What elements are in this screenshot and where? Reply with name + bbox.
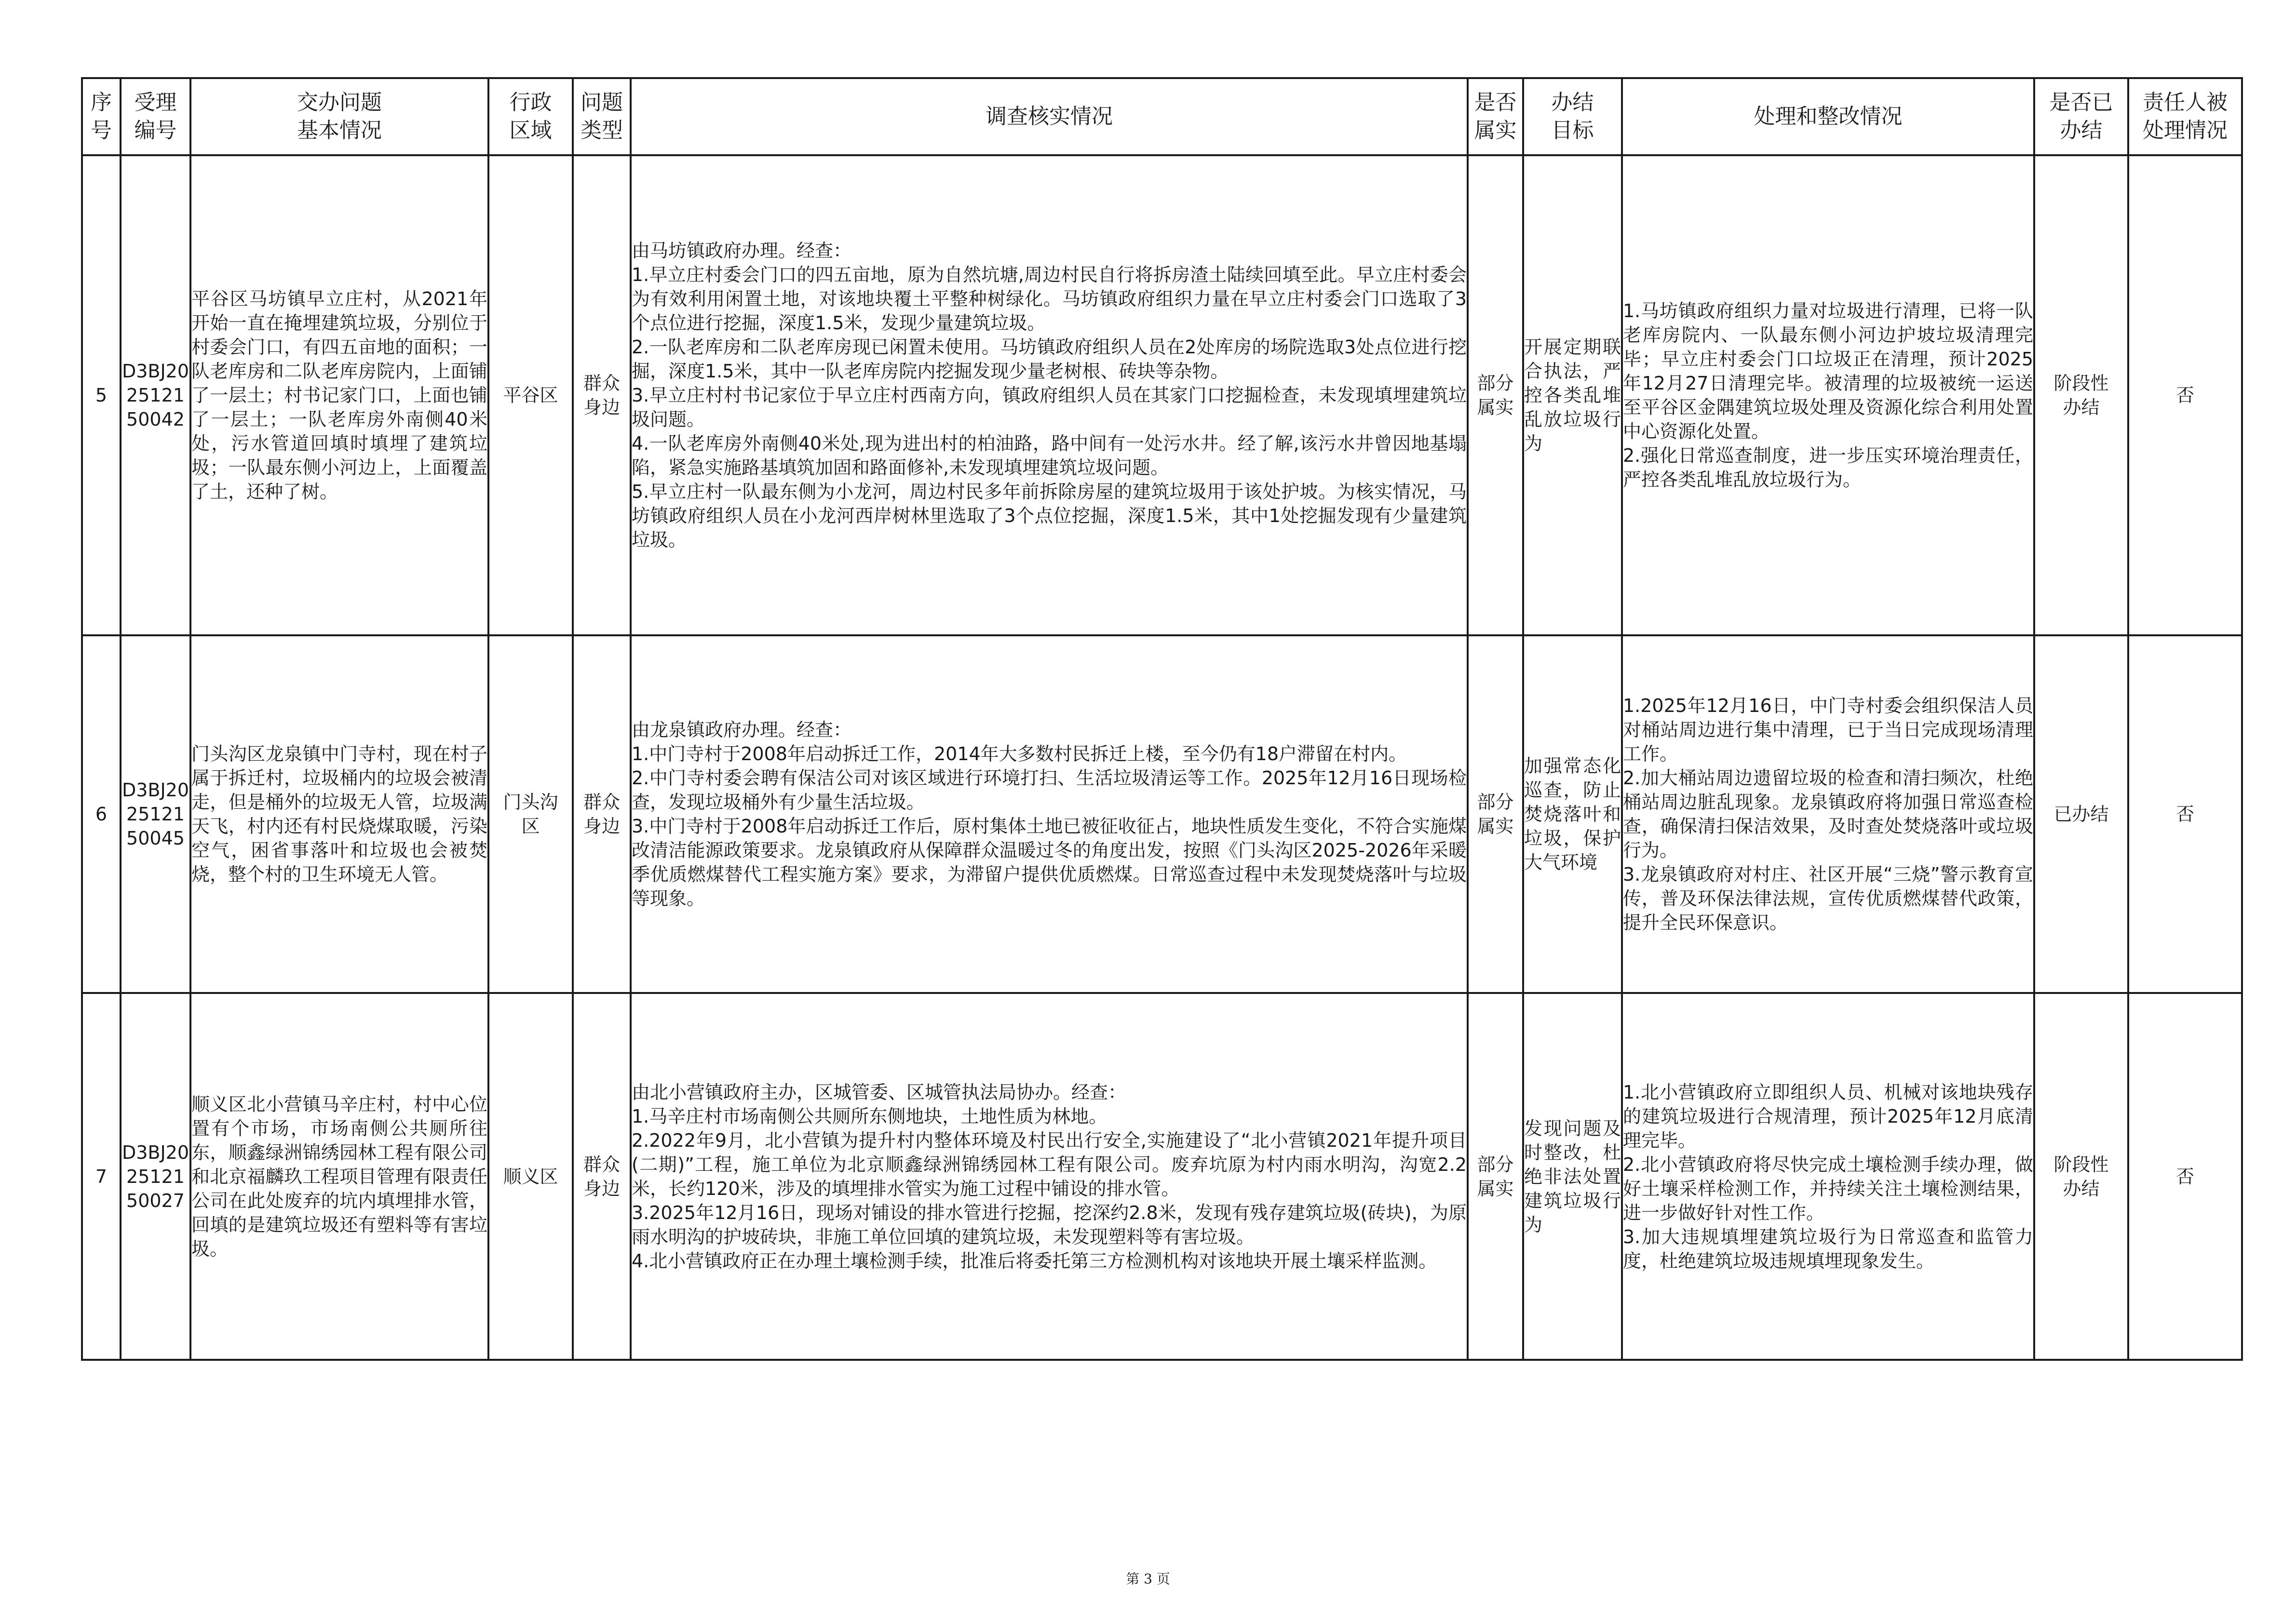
cell-type: 群众 身边 [573,155,631,635]
header-district: 行政 区域 [488,78,573,155]
cell-is-true: 部分 属实 [1468,993,1523,1360]
cell-accept-no: D3BJ202512150042 [121,155,190,635]
cell-district: 门头沟 区 [488,635,573,993]
cell-seq: 5 [82,155,121,635]
cell-district: 顺义区 [488,993,573,1360]
cell-goal: 发现问题及时整改，杜绝非法处置建筑垃圾行为 [1523,993,1622,1360]
table-header-row [82,78,2242,155]
cell-investigation: 由北小营镇政府主办，区城管委、区城管执法局协办。经查： 1.马辛庄村市场南侧公共厕所东侧地块，土地性质为林地。 2.2022年9月，北小营镇为提升村内整体环境及村民出行安全,实施建设了“北小营镇2021年提升项目(二期)”工程，施工单位为北京顺鑫绿洲锦绣园林工程有限公司。废弃坑原为村内雨水明沟，沟宽2.2米，长约120米，涉及的填埋排水管实为施工过程中铺设的排水管。 3.2025年12月16日，现场对铺设的排水管进行挖掘，挖深约2.8米，发现有残存建筑垃圾(砖块)，为原雨水明沟的护坡砖块，非施工单位回填的建筑垃圾，未发现塑料等有害垃圾。 4.北小营镇政府正在办理土壤检测手续，批准后将委托第三方检测机构对该地块开展土壤采样监测。 [631,993,1468,1360]
header-goal: 办结 目标 [1523,78,1622,155]
cell-seq: 6 [82,635,121,993]
cell-accept-no: D3BJ202512150027 [121,993,190,1360]
cell-accept-no: D3BJ202512150045 [121,635,190,993]
header-is-true: 是否 属实 [1468,78,1523,155]
cell-responsible: 否 [2128,993,2242,1360]
header-type: 问题 类型 [573,78,631,155]
cell-investigation: 由龙泉镇政府办理。经查： 1.中门寺村于2008年启动拆迁工作，2014年大多数村民拆迁上楼，至今仍有18户滞留在村内。 2.中门寺村委会聘有保洁公司对该区域进行环境打扫、生活垃圾清运等工作。2025年12月16日现场检查，发现垃圾桶外有少量生活垃圾。 3.中门寺村于2008年启动拆迁工作后，原村集体土地已被征收征占，地块性质发生变化，不符合实施煤改清洁能源政策要求。龙泉镇政府从保障群众温暖过冬的角度出发，按照《门头沟区2025-2026年采暖季优质燃煤替代工程实施方案》要求，为滞留户提供优质燃煤。日常巡查过程中未发现焚烧落叶与垃圾等现象。 [631,635,1468,993]
header-responsible: 责任人被 处理情况 [2128,78,2242,155]
table-row [82,993,2242,1360]
cell-is-true: 部分 属实 [1468,635,1523,993]
header-handling: 处理和整改情况 [1622,78,2034,155]
cell-investigation: 由马坊镇政府办理。经查： 1.早立庄村委会门口的四五亩地，原为自然坑塘,周边村民自行将拆房渣土陆续回填至此。早立庄村委会为有效利用闲置土地，对该地块覆土平整种树绿化。马坊镇政府组织力量在早立庄村委会门口选取了3个点位进行挖掘，深度1.5米，发现少量建筑垃圾。 2.一队老库房和二队老库房现已闲置未使用。马坊镇政府组织人员在2处库房的场院选取3处点位进行挖掘，深度1.5米，其中一队老库房院内挖掘发现少量老树根、砖块等杂物。 3.早立庄村村书记家位于早立庄村西南方向，镇政府组织人员在其家门口挖掘检查，未发现填埋建筑垃圾问题。 4.一队老库房外南侧40米处,现为进出村的柏油路，路中间有一处污水井。经了解,该污水井曾因地基塌陷，紧急实施路基填筑加固和路面修补,未发现填埋建筑垃圾问题。 5.早立庄村一队最东侧为小龙河，周边村民多年前拆除房屋的建筑垃圾用于该处护坡。为核实情况，马坊镇政府组织人员在小龙河西岸树林里选取了3个点位挖掘，深度1.5米，其中1处挖掘发现有少量建筑垃圾。 [631,155,1468,635]
cell-district: 平谷区 [488,155,573,635]
cell-responsible: 否 [2128,155,2242,635]
cell-type: 群众 身边 [573,635,631,993]
complaint-table [81,77,2243,1361]
header-accept-no: 受理 编号 [121,78,190,155]
cell-handling: 1.2025年12月16日，中门寺村委会组织保洁人员对桶站周边进行集中清理，已于当日完成现场清理工作。 2.加大桶站周边遗留垃圾的检查和清扫频次，杜绝桶站周边脏乱现象。龙泉镇政府将加强日常巡查检查，确保清扫保洁效果，及时查处焚烧落叶或垃圾行为。 3.龙泉镇政府对村庄、社区开展“三烧”警示教育宣传，普及环保法律法规，宣传优质燃煤替代政策，提升全民环保意识。 [1622,635,2034,993]
header-investigation: 调查核实情况 [631,78,1468,155]
cell-goal: 开展定期联合执法，严控各类乱堆乱放垃圾行为 [1523,155,1622,635]
cell-responsible: 否 [2128,635,2242,993]
cell-handling: 1.北小营镇政府立即组织人员、机械对该地块残存的建筑垃圾进行合规清理，预计2025年12月底清理完毕。 2.北小营镇政府将尽快完成土壤检测手续办理，做好土壤采样检测工作，并持续关注土壤检测结果，进一步做好针对性工作。 3.加大违规填埋建筑垃圾行为日常巡查和监管力度，杜绝建筑垃圾违规填埋现象发生。 [1622,993,2034,1360]
cell-problem: 平谷区马坊镇早立庄村，从2021年开始一直在掩埋建筑垃圾，分别位于村委会门口，有四五亩地的面积；一队老库房和二队老库房院内，上面铺了一层土；村书记家门口，上面也铺了一层土；一队老库房外南侧40米处，污水管道回填时填埋了建筑垃圾；一队最东侧小河边上，上面覆盖了土，还种了树。 [190,155,488,635]
cell-handling: 1.马坊镇政府组织力量对垃圾进行清理，已将一队老库房院内、一队最东侧小河边护坡垃圾清理完毕；早立庄村委会门口垃圾正在清理，预计2025年12月27日清理完毕。被清理的垃圾被统一运送至平谷区金隅建筑垃圾处理及资源化综合利用处置中心资源化处置。 2.强化日常巡查制度，进一步压实环境治理责任，严控各类乱堆乱放垃圾行为。 [1622,155,2034,635]
header-is-done: 是否已 办结 [2034,78,2128,155]
cell-type: 群众 身边 [573,993,631,1360]
page-number: 第 3 页 [1126,1571,1170,1587]
cell-is-done: 已办结 [2034,635,2128,993]
cell-problem: 顺义区北小营镇马辛庄村，村中心位置有个市场，市场南侧公共厕所往东，顺鑫绿洲锦绣园林工程有限公司和北京福麟玖工程项目管理有限责任公司在此处废弃的坑内填埋排水管，回填的是建筑垃圾还有塑料等有害垃圾。 [190,993,488,1360]
cell-goal: 加强常态化巡查，防止焚烧落叶和垃圾，保护大气环境 [1523,635,1622,993]
cell-seq: 7 [82,993,121,1360]
header-problem: 交办问题 基本情况 [190,78,488,155]
cell-is-true: 部分 属实 [1468,155,1523,635]
cell-is-done: 阶段性 办结 [2034,993,2128,1360]
table-row [82,155,2242,635]
cell-is-done: 阶段性 办结 [2034,155,2128,635]
table-row [82,635,2242,993]
header-seq: 序 号 [82,78,121,155]
cell-problem: 门头沟区龙泉镇中门寺村，现在村子属于拆迁村，垃圾桶内的垃圾会被清走，但是桶外的垃圾无人管，垃圾满天飞，村内还有村民烧煤取暖，污染空气，困省事落叶和垃圾也会被焚烧，整个村的卫生环境无人管。 [190,635,488,993]
